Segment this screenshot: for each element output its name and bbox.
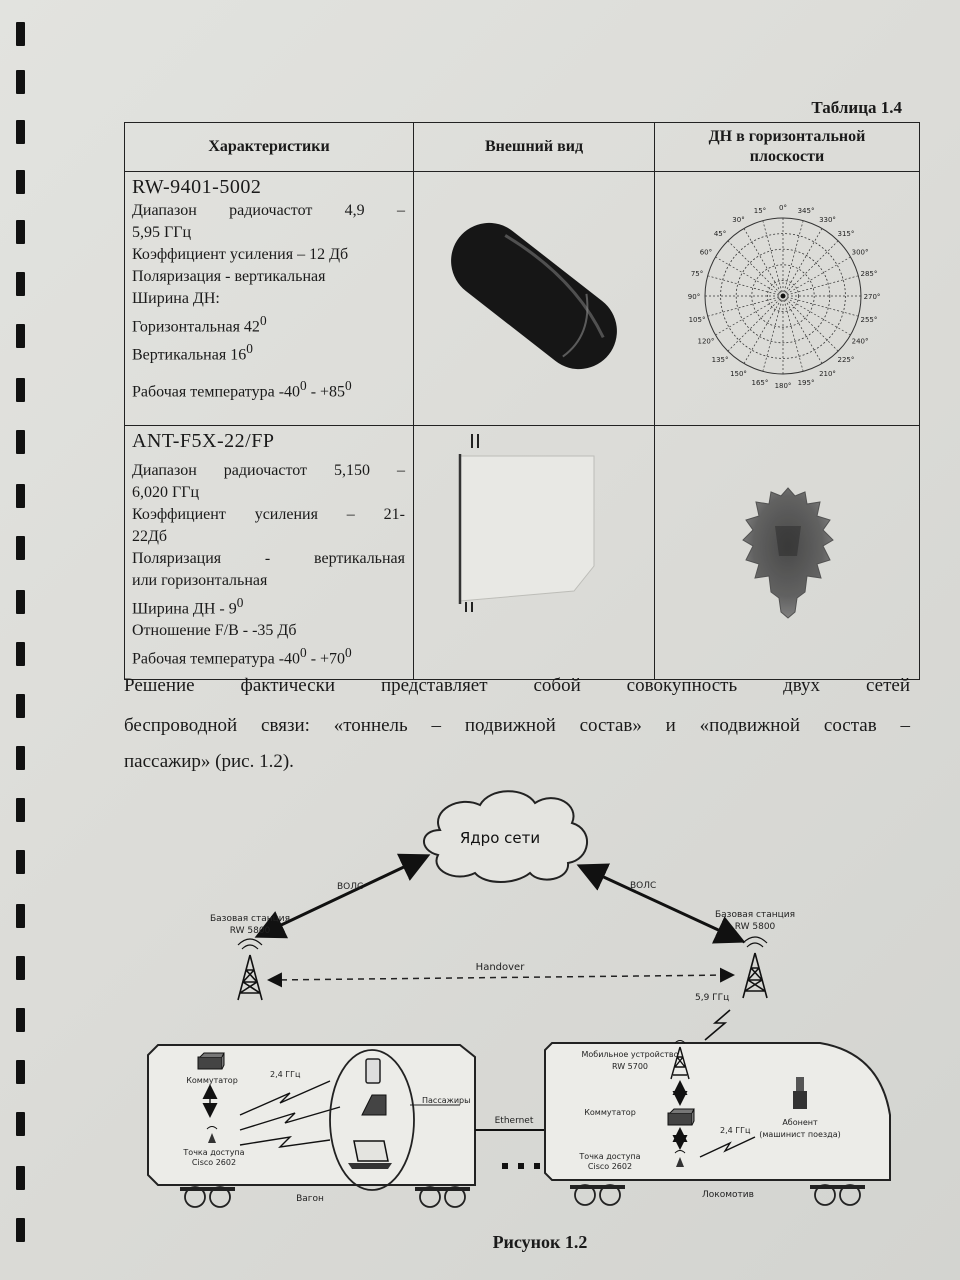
freq-59-label: 5,9 ГГц xyxy=(695,993,730,1003)
degree-sup: 0 xyxy=(236,595,244,610)
temp-mid: - +70 xyxy=(306,650,346,668)
antenna2-polarization-line1: Поляризация - вертикальная xyxy=(132,550,405,567)
binding-hole xyxy=(16,272,25,296)
antenna1-temperature xyxy=(132,375,405,403)
wireless-link-59-icon xyxy=(705,1010,730,1040)
polar-angle-label: 15° xyxy=(753,207,767,216)
polar-angle-label: 300° xyxy=(851,248,869,257)
degree-sup: 0 xyxy=(300,377,307,393)
antenna2-beam xyxy=(132,592,405,620)
polar-angle-label: 165° xyxy=(751,378,769,387)
phone-icon xyxy=(366,1059,380,1083)
antenna2-specs xyxy=(125,426,414,680)
mobile-device-model: RW 5700 xyxy=(611,1062,649,1071)
antenna1-beam-title: Ширина ДН: xyxy=(132,290,220,307)
polar-angle-label: 150° xyxy=(730,370,747,379)
mobile-device-label: Мобильное устройство xyxy=(581,1050,679,1059)
binding-hole xyxy=(16,956,25,980)
vols-left-label: ВОЛС xyxy=(337,882,364,892)
temp-prefix: Рабочая температура -40 xyxy=(132,650,301,668)
polar-angle-label: 315° xyxy=(837,230,855,239)
degree-sup: 0 xyxy=(300,645,307,661)
binding-hole xyxy=(16,120,25,144)
polar-angle-label: 330° xyxy=(819,215,836,224)
antenna2-fb: Отношение F/B - -35 Дб xyxy=(132,622,297,640)
polar-spoke xyxy=(708,296,783,316)
polar-spoke xyxy=(783,296,803,371)
header-appearance: Внешний вид xyxy=(414,123,655,172)
degree-sup: 0 xyxy=(259,313,267,328)
antenna1-specs xyxy=(125,172,414,426)
polar-angle-label: 135° xyxy=(711,355,729,364)
table-caption: Таблица 1.4 xyxy=(811,98,902,117)
polar-spoke xyxy=(783,296,851,335)
polar-angle-label: 60° xyxy=(699,248,713,257)
wagon xyxy=(148,1045,475,1207)
passengers-label: Пассажиры xyxy=(422,1096,471,1105)
binding-hole xyxy=(16,694,25,718)
antenna2-image xyxy=(414,426,652,674)
freq-24-right-label: 2,4 ГГц xyxy=(720,1126,751,1135)
freq-24-left-label: 2,4 ГГц xyxy=(270,1070,301,1079)
vols-link-right xyxy=(582,867,740,940)
polar-angle-label: 255° xyxy=(860,316,878,325)
antenna2-polarization-line2: или горизонтальная xyxy=(132,572,268,589)
switch-right-icon xyxy=(668,1109,694,1125)
antenna2-temperature xyxy=(132,642,405,670)
network-diagram xyxy=(140,785,910,1215)
polar-angle-label: 195° xyxy=(797,378,815,387)
binding-hole xyxy=(16,170,25,194)
switch-left-label: Коммутатор xyxy=(186,1076,238,1085)
binding-hole xyxy=(16,536,25,560)
ap-left-model: Cisco 2602 xyxy=(191,1158,237,1167)
binding-hole xyxy=(16,484,25,508)
antenna1-freq-line1: Диапазон радиочастот 4,9 – xyxy=(132,202,405,219)
antenna1-polar-pattern xyxy=(655,172,921,420)
ap-right-model: Cisco 2602 xyxy=(587,1162,633,1171)
antenna1-model: RW-9401-5002 xyxy=(132,176,262,198)
core-label: Ядро сети xyxy=(459,829,541,847)
antenna2-freq-line2: 6,020 ГГц xyxy=(132,484,200,501)
polar-angle-label: 345° xyxy=(797,207,815,216)
binding-hole xyxy=(16,220,25,244)
antenna1-horizontal xyxy=(132,310,405,338)
polar-spoke xyxy=(744,296,783,364)
polar-angle-label: 270° xyxy=(863,293,881,301)
antenna1-image-cell xyxy=(414,172,655,426)
polar-spoke xyxy=(783,296,838,351)
degree-sup: 0 xyxy=(246,341,253,357)
table-row xyxy=(125,426,920,680)
binding-holes xyxy=(0,0,40,1280)
antenna1-image xyxy=(414,172,652,420)
base-station-right-icon xyxy=(743,937,767,998)
subscriber-label: Абонент xyxy=(782,1118,818,1127)
temp-mid: - +85 xyxy=(306,382,346,400)
polar-spoke xyxy=(744,228,783,296)
polar-spoke xyxy=(783,296,858,316)
binding-hole xyxy=(16,1008,25,1032)
header-pattern xyxy=(655,123,920,172)
network-core-cloud xyxy=(424,791,587,882)
switch-right-label: Коммутатор xyxy=(584,1108,636,1117)
antenna2-gain-line1: Коэффициент усиления – 21- xyxy=(132,506,405,523)
antenna2-freq-line1: Диапазон радиочастот 5,150 – xyxy=(132,462,405,479)
bs-left-model: RW 5800 xyxy=(229,926,271,936)
polar-spoke xyxy=(783,228,822,296)
bs-left-label: Базовая станция xyxy=(209,914,291,924)
binding-hole xyxy=(16,642,25,666)
ethernet-label: Ethernet xyxy=(494,1116,534,1126)
temp-prefix: Рабочая температура -40 xyxy=(132,382,301,400)
antenna1-gain: Коэффициент усиления – 12 Дб xyxy=(132,246,349,263)
antenna1-pattern-cell xyxy=(655,172,920,426)
binding-hole xyxy=(16,850,25,874)
bs-right-model: RW 5800 xyxy=(734,922,776,932)
degree-sup: 0 xyxy=(345,645,352,661)
polar-angle-label: 240° xyxy=(851,337,869,346)
handover-link xyxy=(270,975,732,980)
table-row xyxy=(125,172,920,426)
polar-spoke xyxy=(783,221,803,296)
antenna1-horizontal-text: Горизонтальная 42 xyxy=(132,318,260,336)
paragraph-line3: пассажир» (рис. 1.2). xyxy=(124,751,294,772)
base-station-left-icon xyxy=(238,939,262,1000)
polar-spoke xyxy=(763,221,783,296)
header-pattern-line1: ДН в горизонтальной xyxy=(708,128,866,145)
binding-hole xyxy=(16,22,25,46)
binding-hole xyxy=(16,378,25,402)
handover-label: Handover xyxy=(475,962,525,973)
binding-hole xyxy=(16,1060,25,1084)
header-characteristics: Характеристики xyxy=(125,123,414,172)
binding-hole xyxy=(16,430,25,454)
switch-left-icon xyxy=(198,1053,224,1069)
header-pattern-line2: плоскости xyxy=(749,148,825,165)
binding-hole xyxy=(16,1166,25,1190)
binding-hole xyxy=(16,904,25,928)
antenna2-radiation-pattern xyxy=(655,426,921,674)
polar-spoke xyxy=(763,296,783,371)
polar-center xyxy=(781,294,786,299)
polar-angle-label: 210° xyxy=(819,370,836,379)
polar-spoke xyxy=(783,257,851,296)
degree-sup: 0 xyxy=(345,377,352,393)
ap-left-label: Точка доступа xyxy=(183,1148,245,1157)
polar-angle-label: 180° xyxy=(774,382,792,390)
polar-angle-label: 90° xyxy=(687,293,701,301)
polar-angle-label: 0° xyxy=(779,204,787,212)
antenna1-polarization: Поляризация - вертикальная xyxy=(132,268,326,285)
antenna1-freq-line2: 5,95 ГГц xyxy=(132,224,192,241)
polar-angle-label: 285° xyxy=(860,269,878,278)
paragraph-line1: Решение фактически представляет собой совокупность двух сетей xyxy=(124,675,910,696)
binding-hole xyxy=(16,798,25,822)
subscriber-role: (машинист поезда) xyxy=(759,1130,841,1139)
antenna2-image-cell xyxy=(414,426,655,680)
antenna2-gain-line2: 22Дб xyxy=(132,528,168,545)
polar-spoke xyxy=(728,296,783,351)
polar-angle-label: 75° xyxy=(690,269,704,278)
antenna2-beam-text: Ширина ДН - 9 xyxy=(132,600,237,618)
polar-spoke xyxy=(708,276,783,296)
bs-right-label: Базовая станция xyxy=(714,910,796,920)
binding-hole xyxy=(16,1112,25,1136)
polar-angle-label: 120° xyxy=(697,337,715,346)
polar-angle-label: 45° xyxy=(713,230,727,239)
locomotive xyxy=(545,1043,890,1205)
antenna1-vertical xyxy=(132,338,405,366)
polar-angle-label: 30° xyxy=(732,215,745,224)
binding-hole xyxy=(16,590,25,614)
ap-right-label: Точка доступа xyxy=(579,1152,641,1161)
wagon-label: Вагон xyxy=(296,1194,324,1204)
continuation-dots xyxy=(502,1163,540,1169)
polar-spoke xyxy=(715,296,783,335)
binding-hole xyxy=(16,324,25,348)
polar-angle-label: 225° xyxy=(837,355,855,364)
vols-right-label: ВОЛС xyxy=(630,881,657,891)
antenna1-vertical-text: Вертикальная 16 xyxy=(132,346,247,364)
binding-hole xyxy=(16,746,25,770)
polar-spoke xyxy=(783,296,822,364)
polar-angle-label: 105° xyxy=(688,316,706,325)
figure-caption: Рисунок 1.2 xyxy=(492,1232,588,1252)
polar-spoke xyxy=(715,257,783,296)
antenna2-model: ANT-F5X-22/FP xyxy=(132,430,275,452)
polar-spoke xyxy=(783,276,858,296)
polar-spoke xyxy=(728,241,783,296)
binding-hole xyxy=(16,70,25,94)
polar-spoke xyxy=(783,241,838,296)
antenna2-pattern-cell xyxy=(655,426,920,680)
paragraph-line2: беспроводной связи: «тоннель – подвижной состав» и «подвижной состав – xyxy=(124,715,910,736)
locomotive-label: Локомотив xyxy=(702,1190,754,1200)
table-header-row xyxy=(125,123,920,172)
antenna-table xyxy=(124,122,920,680)
